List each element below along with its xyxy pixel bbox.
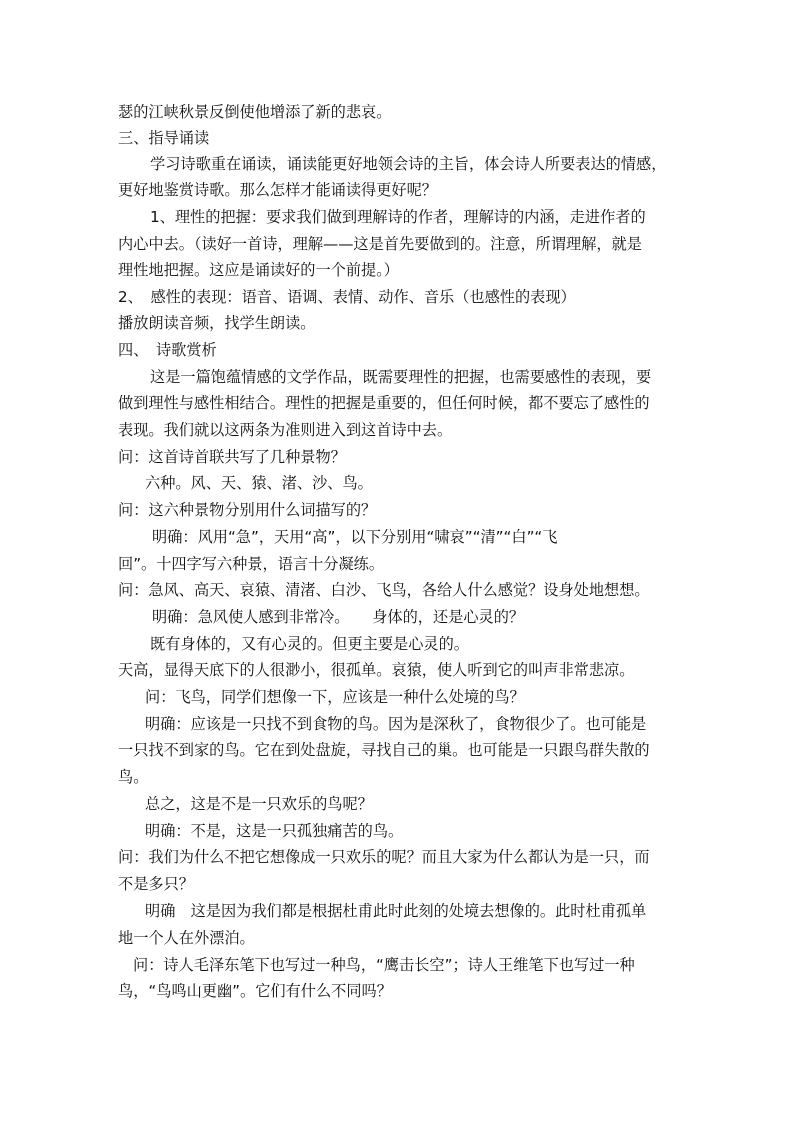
text-line: 2、 感性的表现：语音、语调、表情、动作、音乐（也感性的表现） (118, 288, 576, 306)
text-line: 鸟，“鸟鸣山更幽”。它们有什么不同吗？ (118, 982, 392, 1000)
text-line: 理性地把握。这应是诵读好的一个前提。） (118, 261, 399, 279)
answer-line: 明确：不是，这是一只孤独痛苦的鸟。 (145, 822, 404, 840)
text-line: 一只找不到家的鸟。它在到处盘旋，寻找自己的巢。也可能是一只跟鸟群失散的 (118, 741, 650, 759)
section-heading: 四、 诗歌赏析 (118, 341, 217, 359)
question-line: 问：急风、高天、哀猿、清渚、白沙、飞鸟，各给人什么感觉？设身处地想想。 (118, 581, 650, 599)
question-line: 问：这六种景物分别用什么词描写的？ (118, 501, 377, 519)
question-line: 问：诗人毛泽东笔下也写过一种鸟，“鹰击长空”；诗人王维笔下也写过一种 (133, 956, 635, 974)
text-line: 更好地鉴赏诗歌。那么怎样才能诵读得更好呢？ (118, 181, 437, 199)
text-line: 做到理性与感性相结合。理性的把握是重要的，但任何时候，都不要忘了感性的 (118, 394, 650, 412)
answer-line: 明确：急风使人感到非常冷。 身体的，还是心灵的？ (152, 608, 525, 626)
section-heading: 三、指导诵读 (118, 129, 210, 147)
text-line: 不是多只？ (118, 875, 194, 893)
text-line: 地一个人在外漂泊。 (118, 929, 255, 947)
text-line: 鸟。 (118, 768, 149, 786)
text-line: 天高，显得天底下的人很渺小，很孤单。哀猿，使人听到它的叫声非常悲凉。 (118, 661, 635, 679)
text-line: 学习诗歌重在诵读，诵读能更好地领会诗的主旨，体会诗人所要表达的情感， (150, 155, 667, 173)
text-line: 表现。我们就以这两条为准则进入到这首诗中去。 (118, 421, 453, 439)
question-line: 问：飞鸟，同学们想像一下，应该是一种什么处境的鸟？ (145, 688, 525, 706)
answer-line: 六种。风、天、猿、渚、沙、鸟。 (145, 474, 373, 492)
text-line: 1、理性的把握：要求我们做到理解诗的作者，理解诗的内涵，走进作者的 (150, 208, 646, 226)
text-line: 总之，这是不是一只欢乐的鸟呢？ (145, 795, 373, 813)
text-line: 内心中去。（读好一首诗，理解——这是首先要做到的。注意，所谓理解，就是 (118, 235, 642, 253)
answer-line: 明确：应该是一只找不到食物的鸟。因为是深秋了，食物很少了。也可能是 (145, 715, 647, 733)
question-line: 问：我们为什么不把它想像成一只欢乐的呢？而且大家为什么都认为是一只，而 (118, 848, 650, 866)
text-line: 瑟的江峡秋景反倒使他增添了新的悲哀。 (118, 103, 392, 121)
answer-line: 明确：风用“急”，天用“高”，以下分别用“啸哀”“清”“白”“飞 (152, 528, 558, 546)
question-line: 问：这首诗首联共写了几种景物？ (118, 448, 346, 466)
text-line: 回”。十四字写六种景，语言十分凝练。 (118, 555, 385, 573)
text-line: 播放朗读音频，找学生朗读。 (118, 314, 316, 332)
text-line: 既有身体的，又有心灵的。但更主要是心灵的。 (150, 635, 469, 653)
text-line: 这是一篇饱蕴情感的文学作品，既需要理性的把握，也需要感性的表现，要 (150, 368, 652, 386)
answer-line: 明确 这是因为我们都是根据杜甫此时此刻的处境去想像的。此时杜甫孤单 (145, 902, 647, 920)
